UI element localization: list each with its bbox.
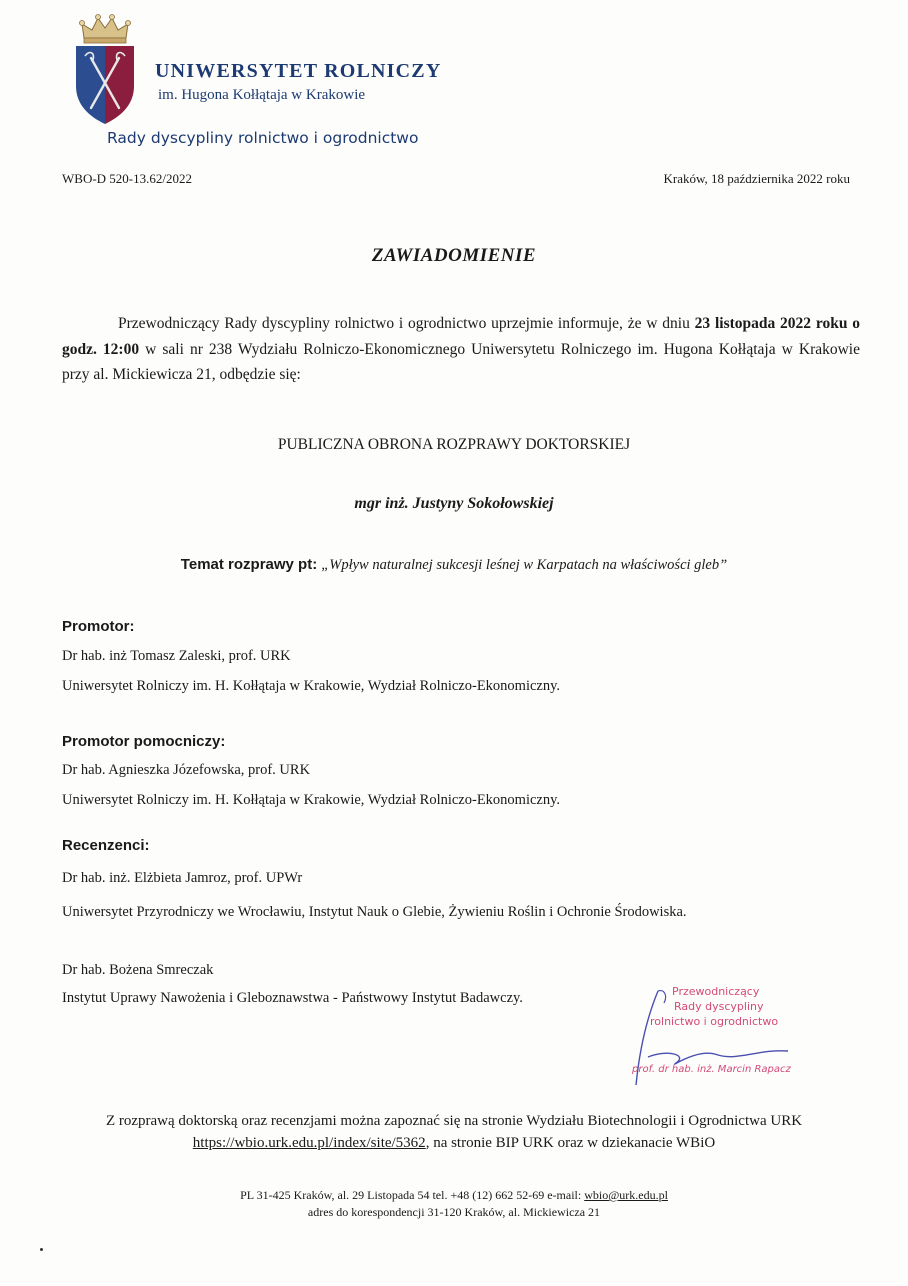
- defense-date-time: 23 listopada 2022 roku o godz. 12:00: [62, 315, 860, 358]
- reference-number: WBO-D 520-13.62/2022: [62, 171, 192, 186]
- document-title: ZAWIADOMIENIE: [371, 245, 537, 266]
- reviewer-1-name: Dr hab. inż. Elżbieta Jamroz, prof. UPWr: [62, 870, 303, 886]
- university-crest-icon: [74, 12, 136, 124]
- assistant-promotor-name: Dr hab. Agnieszka Józefowska, prof. URK: [62, 762, 311, 778]
- assistant-promotor-affiliation: Uniwersytet Rolniczy im. H. Kołłątaja w Krakowie, Wydział Rolniczo-Ekonomiczny.: [62, 792, 561, 808]
- intro-paragraph: [62, 311, 860, 388]
- footer-notice: [0, 1110, 908, 1154]
- faculty-page-link[interactable]: https://wbio.urk.edu.pl/index/site/5362: [192, 1135, 426, 1151]
- address-text: PL 31-425 Kraków, al. 29 Listopada 54 tel. +48 (12) 662 52-69 e-mail:: [240, 1188, 585, 1202]
- assistant-promotor-heading: Promotor pomocniczy:: [62, 733, 226, 750]
- topic-label: Temat rozprawy pt:: [180, 556, 318, 573]
- scan-speck: [40, 1248, 43, 1251]
- stamp-line-1: Przewodniczący: [672, 985, 760, 998]
- topic-title: „Wpływ naturalnej sukcesji leśnej w Karpatach na właściwości gleb”: [321, 557, 728, 573]
- footer-address-line-1: [0, 1187, 908, 1204]
- promotor-name: Dr hab. inż Tomasz Zaleski, prof. URK: [62, 648, 291, 664]
- stamp-line-2: Rady dyscypliny: [674, 1000, 764, 1013]
- defense-heading: PUBLICZNA OBRONA ROZPRAWY DOKTORSKIEJ: [277, 436, 631, 453]
- intro-text-2: w sali nr 238 Wydziału Rolniczo-Ekonomicznego Uniwersytetu Rolniczego im. Hugona Kołłątaja w Krakowie przy al. Mickiewicza 21, odbędzie się:: [62, 340, 860, 383]
- footer-notice-rest: , na stronie BIP URK oraz w dziekanacie WBiO: [425, 1135, 716, 1151]
- footer-notice-line-2: [0, 1132, 908, 1154]
- intro-text-1: Przewodniczący Rady dyscypliny rolnictwo i ogrodnictwo uprzejmie informuje, że w dniu: [118, 315, 695, 332]
- dissertation-topic: [0, 556, 908, 574]
- document-date: Kraków, 18 października 2022 roku: [663, 171, 850, 186]
- stamp-line-4: prof. dr hab. inż. Marcin Rapacz: [632, 1064, 791, 1075]
- candidate-name: mgr inż. Justyny Sokołowskiej: [354, 495, 554, 512]
- reviewer-2-name: Dr hab. Bożena Smreczak: [62, 962, 214, 978]
- official-stamp: [628, 985, 808, 1095]
- promotor-heading: Promotor:: [62, 618, 135, 635]
- university-subtitle: im. Hugona Kołłątaja w Krakowie: [158, 87, 366, 103]
- university-name: UNIWERSYTET ROLNICZY: [155, 60, 442, 82]
- reviewer-1-affiliation: Uniwersytet Przyrodniczy we Wrocławiu, Instytut Nauk o Glebie, Żywieniu Roślin i Ochronie Środowiska.: [62, 904, 687, 920]
- council-name: Rady dyscypliny rolnictwo i ogrodnictwo: [107, 129, 419, 147]
- email-link[interactable]: wbio@urk.edu.pl: [584, 1188, 668, 1202]
- promotor-affiliation: Uniwersytet Rolniczy im. H. Kołłątaja w Krakowie, Wydział Rolniczo-Ekonomiczny.: [62, 678, 561, 694]
- footer-notice-line-1: Z rozprawą doktorską oraz recenzjami można zapoznać się na stronie Wydziału Biotechnologii i Ogrodnictwa URK: [105, 1113, 803, 1129]
- reviewers-heading: Recenzenci:: [62, 837, 150, 854]
- stamp-line-3: rolnictwo i ogrodnictwo: [650, 1015, 779, 1028]
- reviewer-2-affiliation: Instytut Uprawy Nawożenia i Gleboznawstwa - Państwowy Instytut Badawczy.: [62, 990, 523, 1006]
- footer-address: [0, 1187, 908, 1221]
- footer-address-line-2: adres do korespondencji 31-120 Kraków, al. Mickiewicza 21: [307, 1205, 601, 1219]
